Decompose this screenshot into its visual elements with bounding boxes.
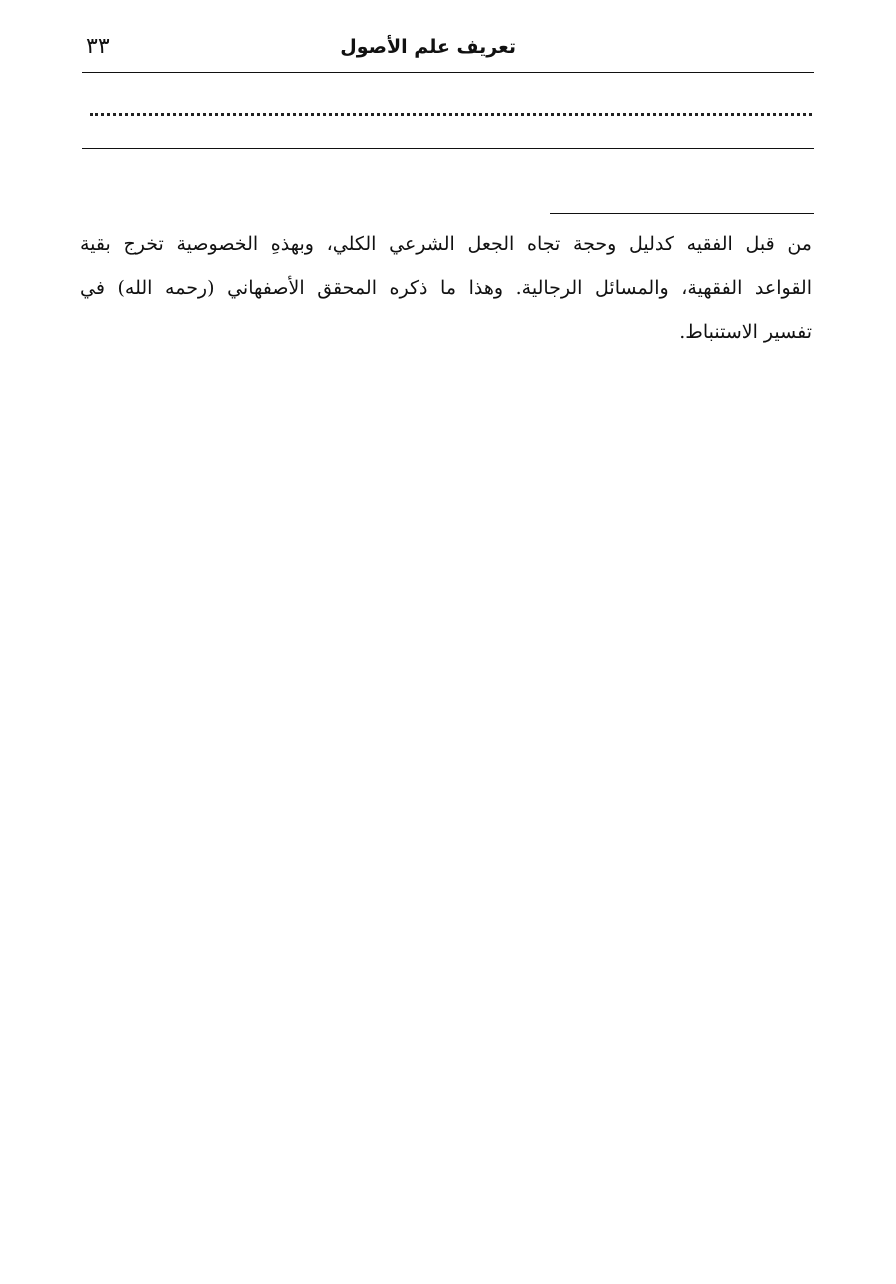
footnote-line-3: تفسير الاستنباط. bbox=[679, 321, 812, 343]
header-rule bbox=[82, 72, 814, 73]
footnote-line-2: القواعد الفقهية، والمسائل الرجالية. وهذا ما ذكره المحقق الأصفهاني (رحمه الله) في bbox=[80, 277, 812, 299]
footnote-text bbox=[80, 222, 812, 354]
dotted-placeholder-line bbox=[90, 113, 812, 116]
footnote-line-1: من قبل الفقيه كدليل وحجة تجاه الجعل الشرعي الكلي، وبهذهِ الخصوصية تخرج بقية bbox=[80, 233, 812, 255]
page-number: ٣٣ bbox=[86, 34, 110, 59]
footnote-separator bbox=[550, 213, 814, 214]
chapter-title: تعريف علم الأصول bbox=[340, 36, 516, 58]
running-header bbox=[82, 34, 814, 68]
body-end-rule bbox=[82, 148, 814, 149]
